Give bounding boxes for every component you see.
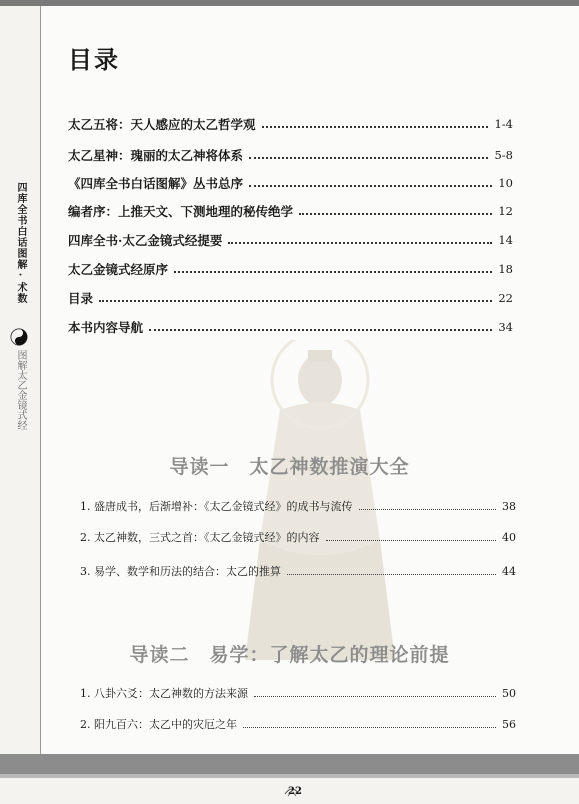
yin-yang-icon [10, 328, 28, 346]
section-item-page: 50 [502, 686, 516, 700]
toc-entry[interactable] [68, 144, 513, 166]
section-item-label: 1. 八卦六爻：太乙神数的方法来源 [80, 687, 248, 700]
toc-entry-page: 1-4 [494, 117, 513, 131]
toc-entry-label: 太乙星神：瑰丽的太乙神将体系 [68, 148, 244, 163]
section-item[interactable] [80, 495, 516, 517]
toc-entry-label: 太乙金镜式经原序 [68, 262, 169, 277]
dot-leader [326, 540, 497, 541]
dot-leader [174, 271, 492, 273]
side-book-subtitle: 图解太乙金镜式经 [15, 350, 26, 430]
section-item-page: 56 [502, 717, 516, 731]
dot-leader [243, 727, 496, 728]
toc-entry-page: 14 [498, 233, 513, 247]
dot-leader [249, 185, 492, 187]
dot-leader [262, 126, 489, 128]
toc-entry[interactable] [68, 287, 513, 309]
dot-leader [249, 157, 488, 159]
toc-entry-page: 34 [498, 320, 513, 334]
dot-leader [287, 574, 496, 575]
toc-entry-label: 四库全书·太乙金镜式经提要 [68, 233, 223, 248]
dot-leader [299, 213, 492, 215]
dot-leader [99, 300, 492, 302]
section-item-label: 1. 盛唐成书，后渐增补：《太乙金镜式经》的成书与流传 [80, 500, 353, 513]
section-heading: 导读二 易学：了解太乙的理论前提 [129, 644, 450, 666]
toc-entry-page: 18 [498, 262, 513, 276]
section-item-page: 40 [502, 530, 516, 544]
dot-leader [359, 509, 497, 510]
toc-entry[interactable] [68, 172, 513, 194]
toc-entry[interactable] [68, 316, 513, 338]
section-item[interactable] [80, 526, 516, 548]
toc-entry[interactable] [68, 200, 513, 222]
toc-title: 目录 [68, 45, 120, 74]
side-book-title: 四库全书白话图解·术数 [15, 182, 26, 304]
section-item[interactable] [80, 713, 516, 735]
section-heading: 导读一 太乙神数推演大全 [169, 456, 410, 478]
toc-entry-page: 12 [498, 204, 513, 218]
section-item[interactable] [80, 560, 516, 582]
toc-entry[interactable] [68, 258, 513, 280]
toc-entry-label: 太乙五将：天人感应的太乙哲学观 [68, 117, 256, 132]
toc-entry[interactable] [68, 113, 513, 135]
dot-leader [149, 329, 492, 331]
bottom-border [0, 754, 579, 774]
dot-leader [228, 242, 492, 244]
section-item-label: 2. 阳九百六：太乙中的灾厄之年 [80, 718, 237, 731]
toc-entry-label: 编者序：上推天文、下测地理的秘传绝学 [68, 204, 294, 219]
toc-entry-label: 本书内容导航 [68, 320, 144, 335]
toc-entry-page: 5-8 [494, 148, 513, 162]
toc-entry-page: 10 [498, 176, 513, 190]
toc-entry-page: 22 [498, 291, 513, 305]
dot-leader [254, 696, 496, 697]
toc-entry-label: 《四库全书白话图解》丛书总序 [68, 176, 244, 191]
page-number: 22 [288, 786, 302, 797]
section-item[interactable] [80, 682, 516, 704]
section-item-page: 44 [502, 564, 516, 578]
section-item-label: 3. 易学、数学和历法的结合：太乙的推算 [80, 565, 281, 578]
section-item-page: 38 [502, 499, 516, 513]
toc-entry-label: 目录 [68, 291, 94, 306]
toc-entry[interactable] [68, 229, 513, 251]
section-item-label: 2. 太乙神数，三式之首：《太乙金镜式经》的内容 [80, 531, 320, 544]
